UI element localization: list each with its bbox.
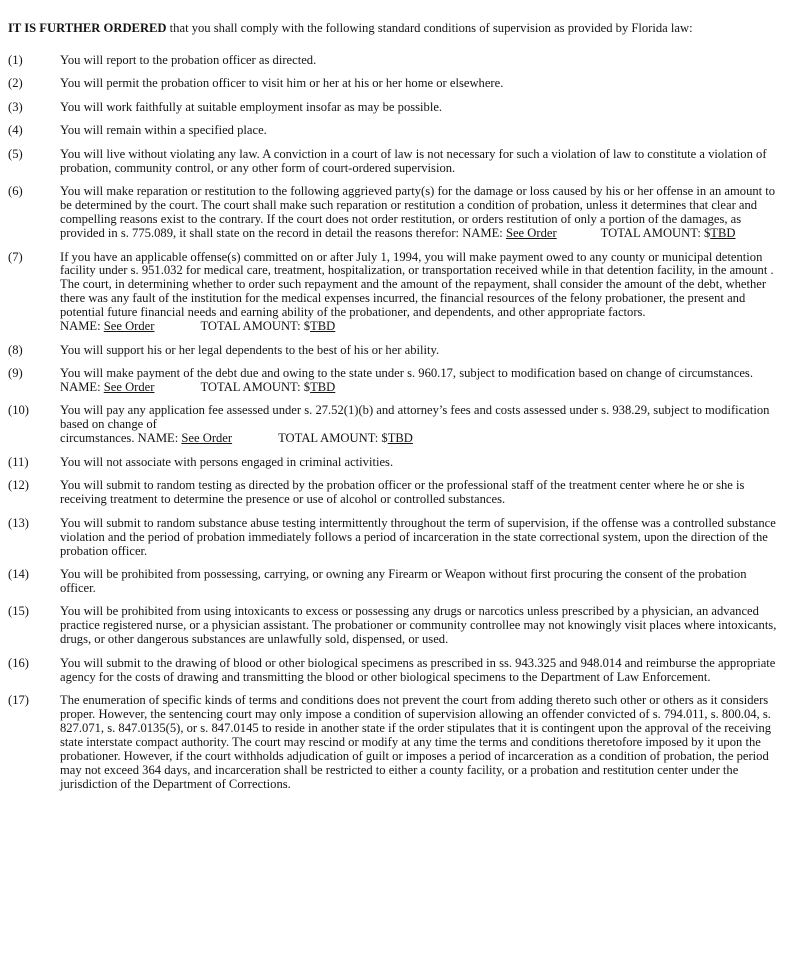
amount-label: TOTAL AMOUNT: <box>200 379 301 394</box>
condition-number: (15) <box>8 604 29 619</box>
amount-label: TOTAL AMOUNT: <box>600 226 701 241</box>
condition-body <box>60 367 781 395</box>
condition-number: (6) <box>8 184 23 199</box>
condition-number: (3) <box>8 99 23 114</box>
amount-value: TBD <box>310 319 336 334</box>
condition-body <box>60 404 781 446</box>
condition-6 <box>8 185 781 241</box>
condition-text: You will live without violating any law. A conviction in a court of law is not necessary for such a violation of law to constitute a violation of probation, community control, or any other form of court-ordered supervision. <box>60 146 767 175</box>
condition-number: (10) <box>8 403 29 418</box>
condition-text: You will make reparation or restitution to the following aggrieved party(s) for the damage or loss caused by his or her offense in an amount to be determined by the court. The court shall make such reparation or restitution a condition of probation, unless it determines that clear and compelling reasons exist to the contrary. If the court does not order restitution, or orders restitution of only a portion of the damages, as provided in s. 775.089, it shall state on the record in detail the reasons therefor: <box>60 184 776 241</box>
condition-8 <box>8 344 781 358</box>
condition-number: (8) <box>8 342 23 357</box>
condition-number: (5) <box>8 146 23 161</box>
condition-text: You will be prohibited from possessing, carrying, or owning any Firearm or Weapon without first procuring the consent of the probation officer. <box>60 567 747 595</box>
condition-body <box>60 251 781 334</box>
amount-field: $TBD <box>303 319 336 334</box>
condition-number: (1) <box>8 52 23 67</box>
condition-number: (2) <box>8 76 23 91</box>
condition-4 <box>8 124 781 138</box>
condition-number: (17) <box>8 693 29 708</box>
name-value: See Order <box>103 319 155 334</box>
condition-12 <box>8 479 781 507</box>
payment-line <box>60 432 781 446</box>
condition-text: You will submit to the drawing of blood or other biological specimens as prescribed in ss. 943.325 and 948.014 and reimburse the appropriate agency for the costs of drawing and transmitting the blood or other biological specimens to the Department of Law Enforcement. <box>60 655 776 684</box>
condition-body <box>60 185 781 241</box>
condition-15 <box>8 605 781 647</box>
amount-value: TBD <box>387 431 413 446</box>
condition-number: (16) <box>8 655 29 670</box>
amount-value: TBD <box>710 226 736 241</box>
condition-5 <box>8 148 781 176</box>
name-label: NAME: <box>60 319 101 334</box>
name-label: NAME: <box>60 379 101 394</box>
condition-7 <box>8 251 781 334</box>
name-label: NAME: <box>462 226 503 241</box>
condition-number: (9) <box>8 366 23 381</box>
condition-text: You will pay any application fee assessed under s. 27.52(1)(b) and attorney’s fees and costs assessed under s. 938.29, subject to modification based on change of <box>60 403 770 432</box>
intro-paragraph <box>8 22 781 36</box>
condition-text: You will permit the probation officer to visit him or her at his or her home or elsewhere. <box>60 76 504 91</box>
amount-field: $TBD <box>303 379 336 394</box>
amount-label: TOTAL AMOUNT: <box>278 431 379 446</box>
condition-text: You will make payment of the debt due and owing to the state under s. 960.17, subject to modification based on change of circumstances. <box>60 366 753 381</box>
condition-11 <box>8 456 781 470</box>
condition-text: You will work faithfully at suitable employment insofar as may be possible. <box>60 99 443 114</box>
condition-number: (4) <box>8 123 23 138</box>
condition-text-cont: circumstances. <box>60 431 135 446</box>
condition-text: If you have an applicable offense(s) committed on or after July 1, 1994, you will make payment owed to any county or municipal detention facility under s. 951.032 for medical care, treatment, hospitalization, or transportation received while in that detention facility, in the amount . The court, in determining whether to order such repayment and the amount of the repayment, shall consider the amount of the debt, whether there was any fault of the institution for the medical expenses incurred, the financial resources of the felony probationer, the present and potential future financial needs and earning ability of the probationer, and dependents, and other appropriate factors. <box>60 249 774 320</box>
intro-bold: IT IS FURTHER ORDERED <box>8 21 167 35</box>
amount-field: $TBD <box>703 226 736 241</box>
payment-line <box>60 381 781 395</box>
condition-text: You will report to the probation officer as directed. <box>60 52 317 67</box>
condition-number: (7) <box>8 249 23 264</box>
name-value: See Order <box>103 379 155 394</box>
intro-text: that you shall comply with the following standard conditions of supervision as provided by Florida law: <box>166 21 693 35</box>
amount-value: TBD <box>310 379 336 394</box>
condition-number: (13) <box>8 515 29 530</box>
condition-2 <box>8 77 781 91</box>
condition-9 <box>8 367 781 395</box>
condition-16 <box>8 657 781 685</box>
condition-number: (11) <box>8 454 29 469</box>
condition-text: You will remain within a specified place. <box>60 123 267 138</box>
condition-text: You will not associate with persons engaged in criminal activities. <box>60 454 394 469</box>
condition-14 <box>8 568 781 596</box>
condition-3 <box>8 101 781 115</box>
condition-text: You will submit to random substance abuse testing intermittently throughout the term of supervision, if the offense was a controlled substance violation and the period of probation immediately follows a period of incarceration in the state correctional system, upon the direction of the probation officer. <box>60 515 776 558</box>
amount-field: $TBD <box>381 431 413 446</box>
condition-number: (14) <box>8 567 29 581</box>
payment-line <box>60 320 781 334</box>
name-label: NAME: <box>137 431 179 446</box>
amount-label: TOTAL AMOUNT: <box>200 319 301 334</box>
condition-text: The enumeration of specific kinds of terms and conditions does not prevent the court from adding thereto such other or others as it considers proper. However, the sentencing court may only impose a condition of supervision allowing an offender convicted of s. 794.011, s. 800.04, s. 827.071, s. 847.0135(5), or s. 847.0145 to reside in another state if the order stipulates that it is contingent upon the approval of the receiving state interstate compact authority. The court may rescind or modify at any time the terms and conditions theretofore imposed by it upon the probationer. However, if the court withholds adjudication of guilt or imposes a period of incarceration as a condition of probation, the period may not exceed 364 days, and incarceration shall be restricted to either a county facility, or a probation and restitution center under the jurisdiction of the Department of Corrections. <box>60 693 772 791</box>
name-value: See Order <box>181 431 233 446</box>
condition-text: You will submit to random testing as directed by the probation officer or the professional staff of the treatment center where he or she is receiving treatment to determine the presence or use of alcohol or controlled substances. <box>60 478 745 507</box>
condition-text: You will be prohibited from using intoxicants to excess or possessing any drugs or narcotics unless prescribed by a physician, an advanced practice registered nurse, or a physician assistant. The probationer or community controllee may not knowingly visit places where intoxicants, drugs, or other dangerous substances are unlawfully sold, dispensed, or used. <box>60 604 777 647</box>
condition-17 <box>8 694 781 791</box>
condition-13 <box>8 517 781 559</box>
condition-10 <box>8 404 781 446</box>
condition-number: (12) <box>8 478 29 493</box>
name-value: See Order <box>505 226 557 241</box>
condition-1 <box>8 54 781 68</box>
condition-text: You will support his or her legal dependents to the best of his or her ability. <box>60 342 440 357</box>
